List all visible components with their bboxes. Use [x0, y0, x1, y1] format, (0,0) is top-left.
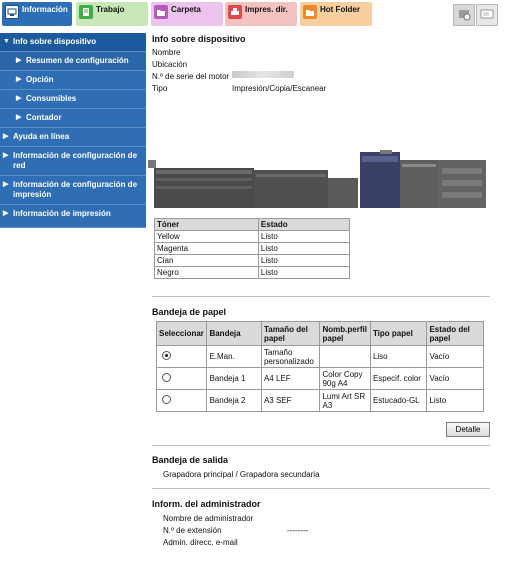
top-tab-bar [0, 0, 517, 28]
select-cell [157, 368, 207, 390]
toner-status: Listo [258, 255, 349, 267]
tray-name: Bandeja 1 [207, 368, 262, 390]
sidebar-item-consumibles[interactable] [0, 90, 146, 109]
sidebar-item-label: Resumen de configuración [26, 56, 129, 65]
paper-status: Listo [427, 390, 484, 412]
tab-impres-dir-label: Impres. dir. [245, 5, 288, 14]
tab-impres-dir[interactable] [225, 2, 297, 26]
paper-size: A3 SEF [261, 390, 320, 412]
sidebar-item-label: Información de configuración de impresión [13, 180, 138, 199]
paper-profile [320, 346, 370, 368]
column-header: Estado del papel [427, 322, 484, 346]
device-type-row [152, 83, 514, 95]
field-label: Nombre [152, 48, 181, 57]
admin-name-label: Nombre de administrador [163, 514, 254, 523]
tab-informacion-label: Información [22, 5, 68, 14]
toner-color: Cian [155, 255, 259, 267]
divider [152, 445, 490, 446]
field-label: N.º de serie del motor [152, 72, 230, 81]
sidebar [0, 33, 146, 228]
paper-type: Liso [370, 346, 427, 368]
detalle-button[interactable]: Detalle [446, 422, 490, 437]
device-status-button[interactable] [453, 4, 475, 26]
tray-name: Bandeja 2 [207, 390, 262, 412]
chevron-right-icon: ▶ [16, 114, 22, 121]
sidebar-item-label: Información de configuración de red [13, 151, 138, 170]
paper-type: Estucado-GL [370, 390, 427, 412]
table-row [155, 255, 350, 267]
paper-size: Tamaño personalizado [261, 346, 320, 368]
paper-status: Vacío [427, 368, 484, 390]
chevron-right-icon: ▶ [3, 210, 9, 217]
toner-status: Listo [258, 243, 349, 255]
tray-radio[interactable] [162, 373, 171, 382]
display-icon [480, 8, 494, 22]
select-cell [157, 390, 207, 412]
display-toggle-button[interactable] [476, 4, 498, 26]
table-row [155, 231, 350, 243]
sidebar-item-label: Opción [26, 75, 54, 84]
admin-info-title: Inform. del administrador [152, 499, 261, 509]
column-header: Tipo papel [370, 322, 427, 346]
admin-extension-label: N.º de extensión [163, 526, 222, 535]
field-label: Ubicación [152, 60, 188, 69]
table-row [155, 243, 350, 255]
toner-status: Listo [258, 267, 349, 279]
column-header: Nomb.perfil papel [320, 322, 370, 346]
printer-machine-image [148, 150, 488, 210]
device-name-row [152, 47, 514, 59]
toner-color: Magenta [155, 243, 259, 255]
table-row [157, 368, 484, 390]
sidebar-item-label: Info sobre dispositivo [13, 37, 97, 46]
field-label: Tipo [152, 84, 168, 93]
column-header: Tóner [155, 219, 259, 231]
tab-trabajo[interactable] [76, 2, 148, 26]
field-value: Impresión/Copia/Escanear [232, 84, 327, 93]
output-tray-value: Grapadora principal / Grapadora secundaria [163, 470, 320, 479]
tray-radio-selected[interactable] [162, 351, 171, 360]
admin-email-label: Admin. direcc. e-mail [163, 538, 238, 547]
table-header-row [157, 322, 484, 346]
sidebar-item-ayuda-en-linea[interactable] [0, 128, 146, 147]
tab-informacion[interactable] [2, 2, 72, 26]
sidebar-item-contador[interactable] [0, 109, 146, 128]
table-row [155, 267, 350, 279]
device-status-icon [457, 7, 471, 23]
sidebar-item-label: Contador [26, 113, 62, 122]
table-row [157, 390, 484, 412]
paper-type: Especif. color [370, 368, 427, 390]
sidebar-item-label: Información de impresión [13, 209, 111, 218]
direct-print-icon [228, 5, 242, 19]
column-header: Seleccionar [157, 322, 207, 346]
info-device-icon [5, 5, 19, 19]
toner-color: Yellow [155, 231, 259, 243]
chevron-right-icon: ▶ [16, 57, 22, 64]
toner-table [154, 218, 350, 279]
toner-status: Listo [258, 231, 349, 243]
chevron-right-icon: ▶ [3, 152, 9, 159]
redacted-serial [232, 71, 294, 78]
toner-color: Negro [155, 267, 259, 279]
device-info-section [152, 34, 514, 95]
folder-icon [154, 5, 168, 19]
column-header: Bandeja [207, 322, 262, 346]
sidebar-item-info-sobre-dispositivo[interactable] [0, 33, 146, 52]
chevron-right-icon: ▶ [3, 133, 9, 140]
paper-profile: Lumi Art SR A3 [320, 390, 370, 412]
chevron-down-icon: ▼ [3, 38, 10, 45]
sidebar-item-label: Ayuda en línea [13, 132, 70, 141]
paper-tray-title: Bandeja de papel [152, 307, 227, 317]
column-header: Tamaño del papel [261, 322, 320, 346]
sidebar-item-config-red[interactable] [0, 147, 146, 176]
table-row [157, 346, 484, 368]
output-tray-title: Bandeja de salida [152, 455, 229, 465]
tab-hot-folder-label: Hot Folder [320, 5, 360, 14]
tray-radio[interactable] [162, 395, 171, 404]
tab-carpeta[interactable] [151, 2, 223, 26]
admin-extension-value: -------- [287, 526, 309, 535]
paper-tray-table [156, 321, 484, 412]
sidebar-item-label: Consumibles [26, 94, 77, 103]
tab-trabajo-label: Trabajo [96, 5, 125, 14]
select-cell [157, 346, 207, 368]
chevron-right-icon: ▶ [16, 76, 22, 83]
sidebar-item-config-impresion[interactable] [0, 176, 146, 205]
device-location-row [152, 59, 514, 71]
sidebar-item-resumen-configuracion[interactable] [0, 52, 146, 71]
paper-size: A4 LEF [261, 368, 320, 390]
job-icon [79, 5, 93, 19]
divider [152, 488, 490, 489]
paper-status: Vacío [427, 346, 484, 368]
hot-folder-icon [303, 5, 317, 19]
chevron-right-icon: ▶ [3, 181, 9, 188]
table-header-row [155, 219, 350, 231]
divider [152, 296, 490, 297]
sidebar-item-opcion[interactable] [0, 71, 146, 90]
tab-hot-folder[interactable] [300, 2, 372, 26]
sidebar-item-info-impresion[interactable] [0, 205, 146, 228]
paper-profile: Color Copy 90g A4 [320, 368, 370, 390]
device-serial-row [152, 71, 514, 83]
tab-carpeta-label: Carpeta [171, 5, 201, 14]
page-title: Info sobre dispositivo [152, 34, 246, 44]
column-header: Estado [258, 219, 349, 231]
chevron-right-icon: ▶ [16, 95, 22, 102]
tray-name: E.Man. [207, 346, 262, 368]
